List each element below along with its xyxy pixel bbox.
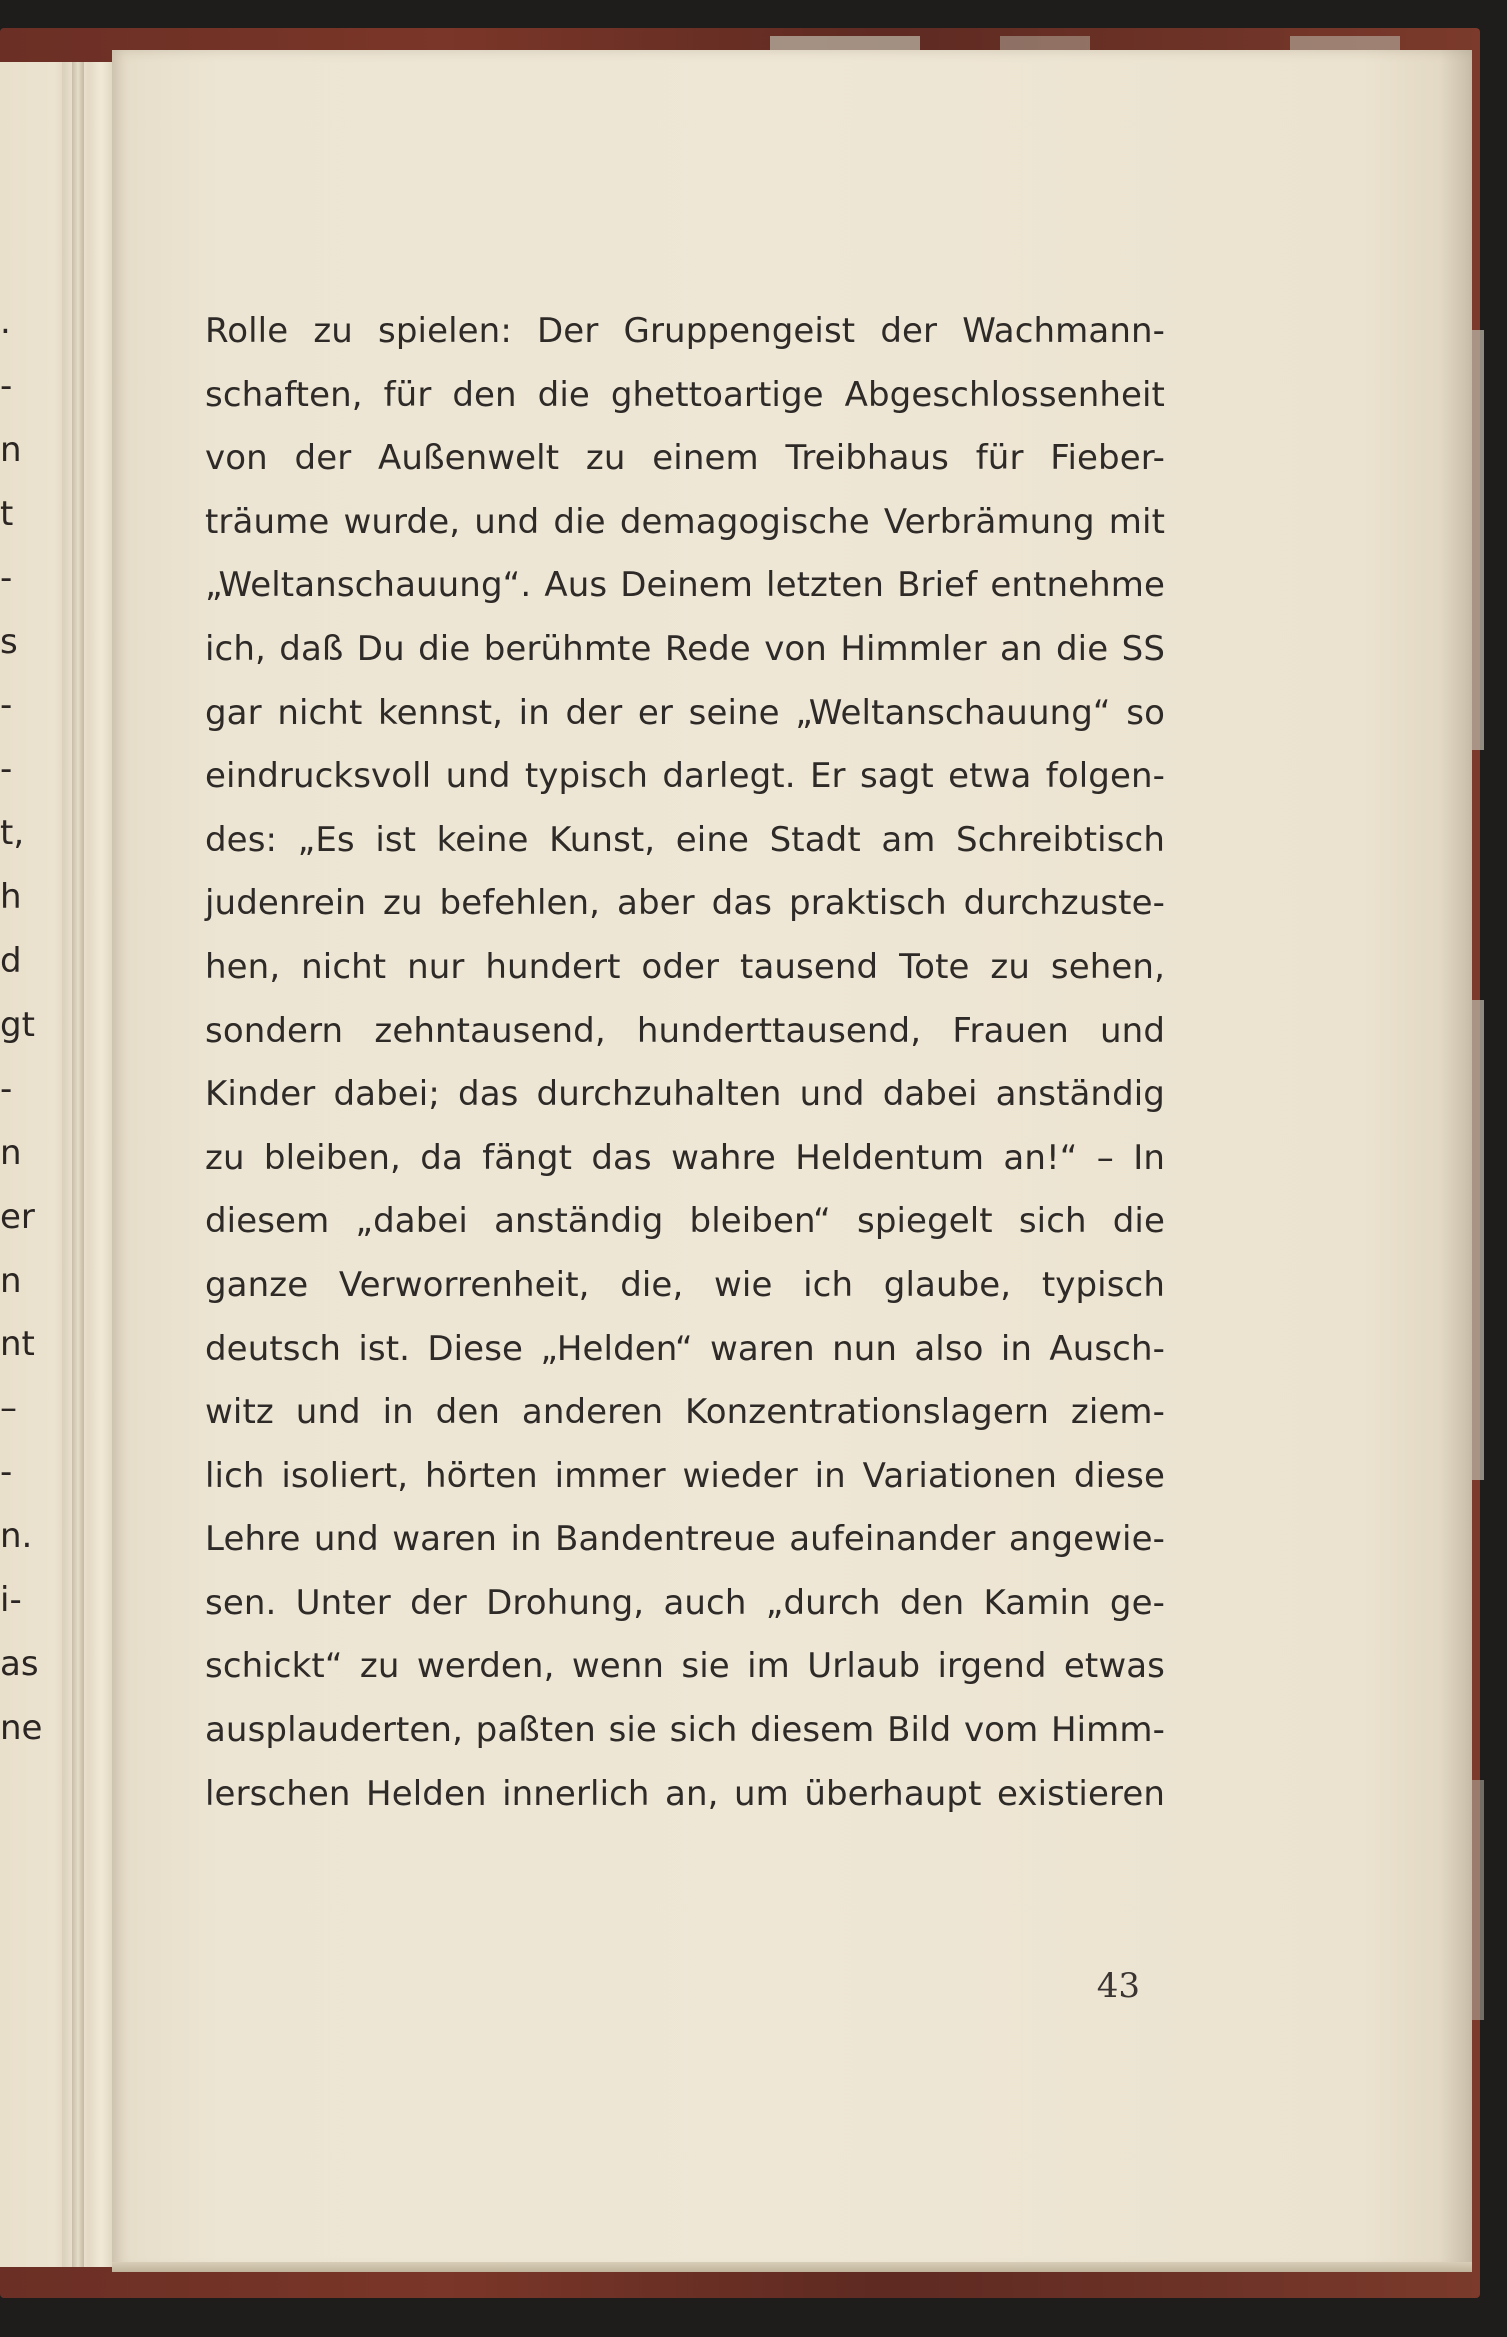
previous-page-fragment: s [0, 621, 18, 662]
text-line: ausplauderten, paßten sie sich diesem Bild vom Himm- [205, 1710, 1165, 1751]
text-line: Lehre und waren in Bandentreue aufeinander angewie- [205, 1519, 1165, 1560]
text-line: träume wurde, und die demagogische Verbrämung mit [205, 501, 1165, 542]
book-gutter [72, 62, 84, 2267]
previous-page-fragment: - [0, 749, 13, 790]
text-line: sen. Unter der Drohung, auch „durch den Kamin ge- [205, 1582, 1165, 1623]
text-line: judenrein zu befehlen, aber das praktisch durchzuste- [205, 883, 1165, 924]
text-line: witz und in den anderen Konzentrationslagern ziem- [205, 1392, 1165, 1433]
previous-page-fragment: ne [0, 1707, 43, 1748]
previous-page-fragment: – [0, 1388, 17, 1429]
previous-page-fragment: - [0, 1452, 13, 1493]
previous-page-fragment: . [0, 302, 11, 342]
text-line: deutsch ist. Diese „Helden“ waren nun also in Ausch- [205, 1328, 1165, 1369]
page-bottom-edge [112, 2262, 1472, 2272]
text-line: diesem „dabei anständig bleiben“ spiegelt sich die [205, 1201, 1165, 1242]
previous-page-fragment: n. [0, 1516, 33, 1557]
previous-page-fragment: - [0, 685, 13, 726]
page-number: 43 [1096, 1966, 1140, 2006]
previous-page-fragment: n [0, 1260, 22, 1301]
text-line: von der Außenwelt zu einem Treibhaus für Fieber- [205, 438, 1165, 479]
text-line: hen, nicht nur hundert oder tausend Tote zu sehen, [205, 946, 1165, 987]
text-line: schickt“ zu werden, wenn sie im Urlaub irgend etwas [205, 1646, 1165, 1687]
text-line: ganze Verworrenheit, die, wie ich glaube, typisch [205, 1264, 1165, 1305]
previous-page-fragment: - [0, 365, 13, 406]
text-line: lerschen Helden innerlich an, um überhaupt existieren [205, 1773, 1165, 1814]
previous-page-fragment: i- [0, 1580, 22, 1620]
previous-page-fragment: - [0, 1068, 13, 1109]
previous-page-fragment: er [0, 1196, 35, 1237]
text-line: ich, daß Du die berühmte Rede von Himmler an die SS [205, 628, 1165, 669]
previous-page-fragment: n [0, 429, 22, 470]
previous-page-fragment: d [0, 941, 22, 981]
body-text [205, 300, 1165, 1826]
text-line: gar nicht kennst, in der er seine „Weltanschauung“ so [205, 692, 1165, 733]
previous-page-fragment: h [0, 877, 22, 918]
previous-page-fragment: as [0, 1643, 39, 1684]
text-line: Kinder dabei; das durchzuhalten und dabei anständig [205, 1074, 1165, 1115]
previous-page-fragment: t [0, 493, 14, 534]
text-line: „Weltanschauung“. Aus Deinem letzten Brief entnehme [205, 565, 1165, 606]
page-edge-shadow [1440, 50, 1472, 2270]
previous-page-fragment: - [0, 557, 13, 598]
previous-page-fragment: n [0, 1132, 22, 1173]
text-line: eindrucksvoll und typisch darlegt. Er sagt etwa folgen- [205, 756, 1165, 797]
text-line: lich isoliert, hörten immer wieder in Variationen diese [205, 1455, 1165, 1496]
text-line: schaften, für den die ghettoartige Abgeschlossenheit [205, 374, 1165, 415]
text-line: zu bleiben, da fängt das wahre Heldentum an!“ – In [205, 1137, 1165, 1178]
previous-page-fragment: gt [0, 1004, 35, 1045]
previous-page-fragment: nt [0, 1324, 35, 1365]
text-line: sondern zehntausend, hunderttausend, Frauen und [205, 1010, 1165, 1051]
previous-page-fragment: t, [0, 813, 25, 854]
text-line: des: „Es ist keine Kunst, eine Stadt am Schreibtisch [205, 819, 1165, 860]
text-line: Rolle zu spielen: Der Gruppengeist der Wachmann- [205, 311, 1165, 351]
